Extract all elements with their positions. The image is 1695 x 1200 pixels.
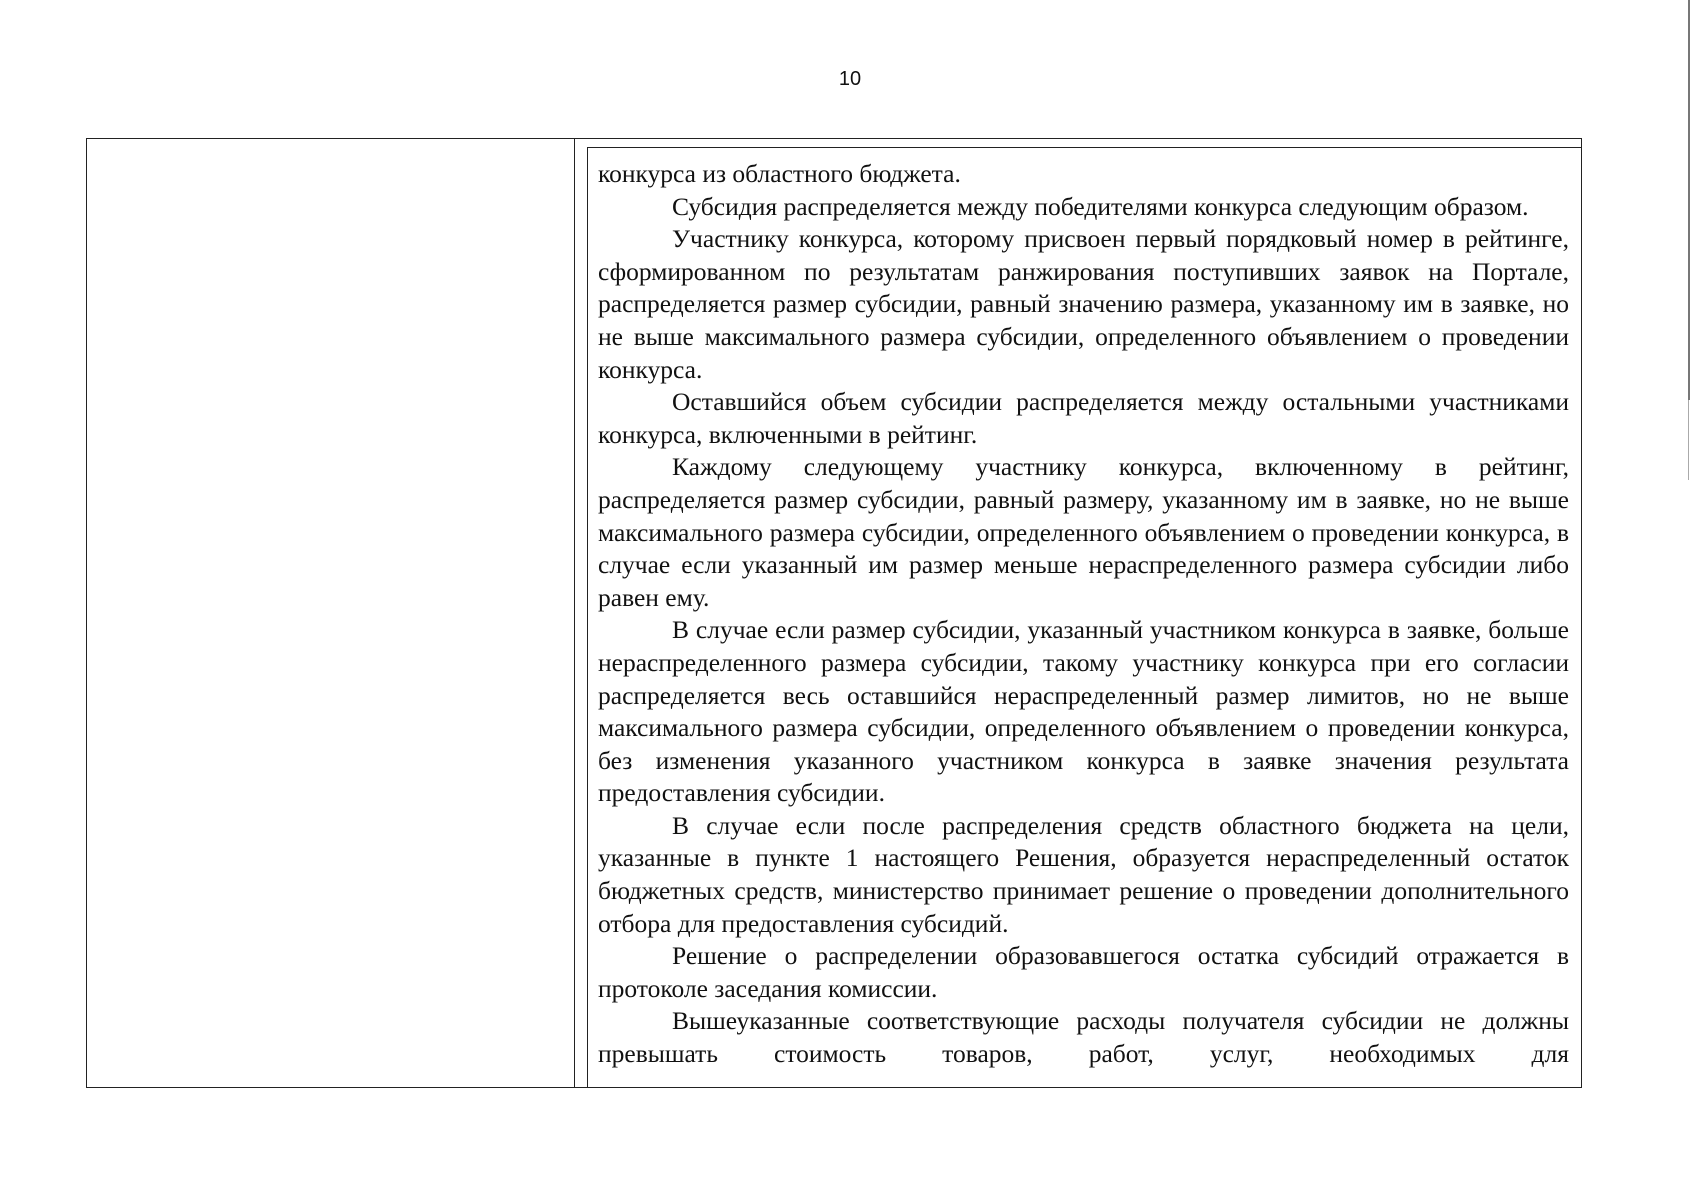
- body-text: [598, 158, 1569, 1071]
- paragraph-next-participant: Каждому следующему участнику конкурса, включенному в рейтинг, распределяется размер субсидии, равный размеру, указанному им в заявке, но не выше максимального размера субсидии, определенного объявлением о проведении конкурса, в случае если указанный им размер меньше нераспределенного размера субсидии либо равен ему.: [598, 452, 1569, 612]
- page-number: 10: [838, 68, 862, 90]
- paragraph-remaining-funds: В случае если после распределения средств областного бюджета на цели, указанные в пункте 1 настоящего Решения, образуется нераспределенный остаток бюджетных средств, министерство принимает решение о проведении дополнительного отбора для предоставления субсидий.: [598, 810, 1569, 938]
- paragraph-expenses-limit: Вышеуказанные соответствующие расходы получателя субсидии не должны превышать стоимость товаров, работ, услуг, необходимых для: [598, 1006, 1569, 1069]
- paragraph-commission-protocol: Решение о распределении образовавшегося остатка субсидий отражается в протоколе заседания комиссии.: [598, 941, 1569, 1003]
- table-left-cell: [87, 139, 575, 1087]
- scan-edge-mark: [1688, 400, 1689, 480]
- scan-edge-mark: [1688, 0, 1690, 400]
- paragraph-first-participant: Участнику конкурса, которому присвоен первый порядковый номер в рейтинге, сформированном по результатам ранжирования поступивших заявок на Портале, распределяется размер субсидии, равный значению размера, указанному им в заявке, но не выше максимального размера субсидии, определенного объявлением о проведении конкурса.: [598, 224, 1569, 384]
- paragraph-excess-request: В случае если размер субсидии, указанный участником конкурса в заявке, больше нераспределенного размера субсидии, такому участнику конкурса при его согласии распределяется весь оставшийся нераспределенный размер лимитов, но не выше максимального размера субсидии, определенного объявлением о проведении конкурса, без изменения указанного участником конкурса в заявке значения результата предоставления субсидии.: [598, 615, 1569, 808]
- paragraph-remaining-volume: Оставшийся объем субсидии распределяется между остальными участниками конкурса, включенными в рейтинг.: [598, 387, 1569, 449]
- paragraph-continuation: конкурса из областного бюджета.: [598, 159, 961, 188]
- paragraph-distribution-intro: Субсидия распределяется между победителями конкурса следующим образом.: [672, 191, 1529, 221]
- table-right-cell: [587, 147, 1581, 1087]
- document-table: [86, 138, 1582, 1088]
